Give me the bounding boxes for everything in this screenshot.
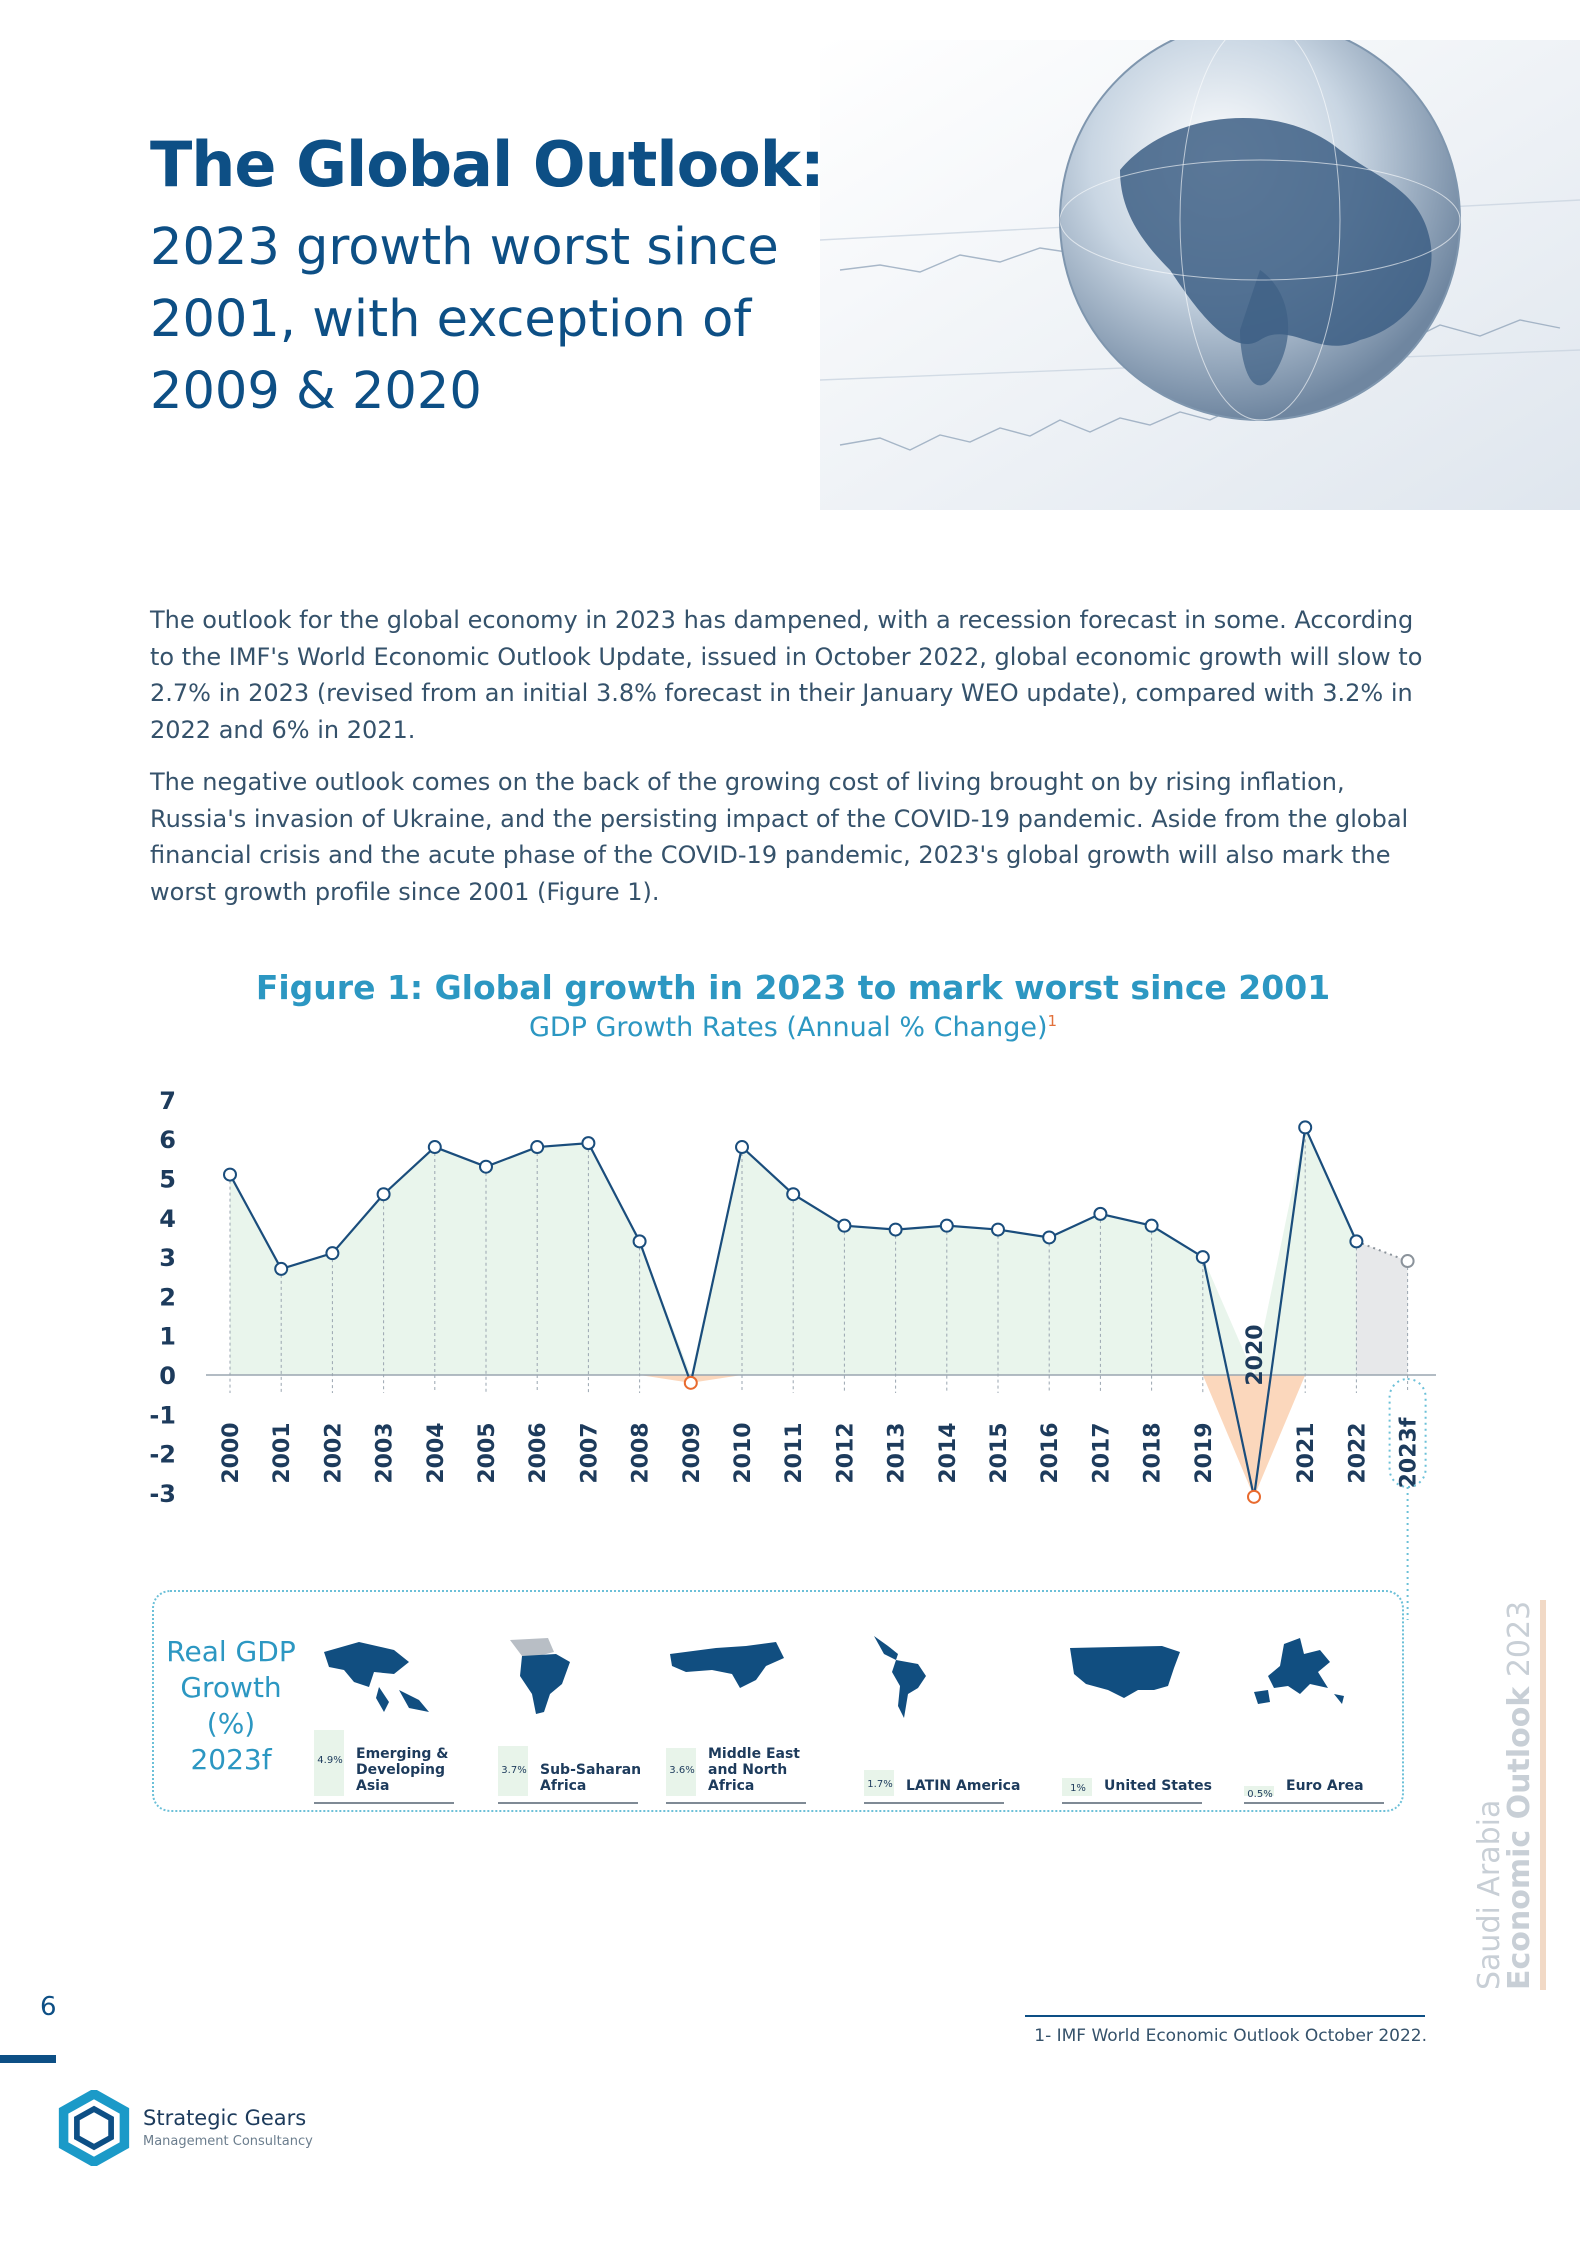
divider <box>864 1802 1004 1804</box>
region-sub-saharan-africa <box>498 1632 642 1804</box>
paragraph: The outlook for the global economy in 2023 has dampened, with a recession forecast in some. According to the IMF's World Economic Outlook Update, issued in October 2022, global economic growth will slow to 2.7% in 2023 (revised from an initial 3.8% forecast in their January WEO update), compared with 3.2% in 2022 and 6% in 2021. <box>150 606 1423 744</box>
data-point <box>275 1263 287 1275</box>
negative-fill <box>1203 1375 1305 1497</box>
data-point <box>1043 1231 1055 1243</box>
page-subtitle: 2023 growth worst since 2001, with exception of 2009 & 2020 <box>150 218 779 421</box>
page-title: The Global Outlook: <box>150 128 824 201</box>
y-tick-label: 3 <box>159 1244 176 1273</box>
figure-title: Figure 1: Global growth in 2023 to mark worst since 2001 <box>255 968 1331 1007</box>
side-report-label <box>1472 1590 1536 1990</box>
side-country: Saudi Arabia <box>1472 1799 1507 1990</box>
y-tick-label: -2 <box>149 1440 176 1469</box>
x-tick-label: 2006 <box>526 1422 552 1484</box>
figure-subtitle-text: GDP Growth Rates (Annual % Change) <box>528 1012 1048 1043</box>
region-pct: 1% <box>1070 1783 1086 1794</box>
figure-subtitle <box>0 1012 1586 1043</box>
data-point <box>429 1141 441 1153</box>
real-gdp-panel <box>152 1590 1404 1812</box>
forecast-fill <box>1356 1241 1407 1375</box>
data-point <box>531 1141 543 1153</box>
data-point <box>890 1224 902 1236</box>
x-tick-label: 2019 <box>1191 1422 1217 1484</box>
x-tick-label: 2016 <box>1038 1422 1064 1484</box>
y-tick-label: -3 <box>149 1479 176 1508</box>
region-pct: 0.5% <box>1247 1789 1273 1800</box>
x-tick-label: 2022 <box>1345 1422 1371 1484</box>
y-tick-label: -1 <box>149 1401 176 1430</box>
side-report-title <box>1502 1601 1537 1990</box>
data-point <box>224 1169 236 1181</box>
paragraph: The negative outlook comes on the back of the growing cost of living brought on by rising inflation, Russia's invasion of Ukraine, and the persisting impact of the COVID-19 pandemic. Aside from the global financial crisis and the acute phase of the COVID-19 pandemic, 2023's global growth will also mark the worst growth profile since 2001 (Figure 1). <box>150 768 1409 906</box>
region-pct: 4.9% <box>317 1755 343 1766</box>
data-point <box>480 1161 492 1173</box>
data-point <box>941 1220 953 1232</box>
y-tick-label: 2 <box>159 1283 176 1312</box>
side-report-name: Economic Outlook <box>1502 1686 1537 1990</box>
footnote: 1- IMF World Economic Outlook October 2022. <box>1034 2026 1427 2046</box>
divider <box>498 1802 638 1804</box>
data-point <box>378 1188 390 1200</box>
data-point <box>1402 1255 1414 1267</box>
region-asia <box>314 1632 454 1804</box>
y-tick-label: 4 <box>159 1204 176 1233</box>
footnote-divider <box>1025 2015 1425 2017</box>
divider <box>314 1802 454 1804</box>
globe-financial-chart-image <box>820 40 1580 510</box>
gdp-line-chart <box>0 1060 1586 1620</box>
data-point <box>992 1224 1004 1236</box>
asia-map-icon <box>314 1632 454 1722</box>
x-tick-label: 2007 <box>577 1422 603 1484</box>
x-tick-label: 2014 <box>935 1422 961 1484</box>
y-tick-label: 7 <box>159 1086 176 1115</box>
region-pct: 3.7% <box>501 1765 527 1776</box>
data-point <box>787 1188 799 1200</box>
data-point <box>582 1137 594 1149</box>
region-name: Euro Area <box>1286 1778 1364 1794</box>
region-name: United States <box>1104 1778 1212 1794</box>
data-point <box>1350 1235 1362 1247</box>
region-euro-area <box>1244 1632 1384 1804</box>
data-point <box>838 1220 850 1232</box>
y-tick-label: 6 <box>159 1126 176 1155</box>
page-number-bar <box>0 2055 56 2063</box>
strategic-gears-logo <box>56 2090 132 2166</box>
data-point <box>634 1235 646 1247</box>
europe-map-icon <box>1244 1632 1384 1722</box>
x-tick-label: 2020 <box>1243 1324 1268 1386</box>
region-name: Emerging & Developing Asia <box>356 1746 449 1794</box>
latin-america-map-icon <box>864 1632 1004 1722</box>
x-tick-label: 2004 <box>423 1422 449 1484</box>
data-point <box>736 1141 748 1153</box>
data-point <box>1248 1491 1260 1503</box>
divider <box>1244 1802 1384 1804</box>
region-name: LATIN America <box>906 1778 1021 1794</box>
page-number: 6 <box>40 1992 57 2022</box>
data-point <box>685 1377 697 1389</box>
x-tick-label: 2010 <box>731 1422 756 1484</box>
data-point <box>326 1247 338 1259</box>
brand-subtitle: Management Consultancy <box>143 2134 313 2149</box>
x-tick-label: 2002 <box>321 1422 347 1484</box>
region-name: Sub-Saharan Africa <box>540 1762 642 1794</box>
region-pct: 1.7% <box>867 1779 893 1790</box>
side-report-year: 2023 <box>1502 1600 1537 1678</box>
africa-map-icon <box>498 1632 638 1722</box>
x-tick-label: 2003 <box>372 1422 398 1484</box>
y-tick-label: 1 <box>159 1322 176 1351</box>
data-point <box>1094 1208 1106 1220</box>
divider <box>1062 1802 1202 1804</box>
footnote-mark: 1 <box>1047 1012 1058 1030</box>
divider <box>666 1802 806 1804</box>
region-latin-america <box>864 1632 1021 1804</box>
region-mena <box>666 1632 806 1804</box>
brand-name: Strategic Gears <box>143 2106 307 2130</box>
y-tick-label: 0 <box>159 1362 176 1390</box>
x-tick-label: 2023f <box>1396 1417 1422 1489</box>
usa-map-icon <box>1062 1632 1202 1722</box>
x-tick-label: 2017 <box>1089 1422 1115 1484</box>
x-tick-label: 2015 <box>987 1422 1012 1484</box>
mena-map-icon <box>666 1632 806 1722</box>
side-accent-bar <box>1540 1600 1546 1990</box>
gdp-panel-label: Real GDP Growth (%) 2023f <box>166 1635 296 1776</box>
x-tick-label: 2005 <box>475 1422 500 1484</box>
x-tick-label: 2008 <box>628 1422 654 1484</box>
x-tick-label: 2011 <box>782 1422 808 1484</box>
body-text <box>150 602 1430 926</box>
y-tick-label: 5 <box>159 1165 176 1194</box>
x-tick-label: 2018 <box>1140 1422 1166 1484</box>
data-point <box>1299 1121 1311 1133</box>
x-tick-label: 2001 <box>270 1422 296 1484</box>
x-tick-label: 2009 <box>679 1422 705 1484</box>
x-tick-label: 2013 <box>884 1422 910 1484</box>
data-point <box>1146 1220 1158 1232</box>
region-united-states <box>1062 1632 1212 1804</box>
x-tick-label: 2021 <box>1294 1422 1320 1484</box>
data-point <box>1197 1251 1209 1263</box>
region-name: Middle East and North Africa <box>708 1746 800 1794</box>
x-tick-label: 2000 <box>219 1422 244 1484</box>
x-tick-label: 2012 <box>833 1422 859 1484</box>
region-pct: 3.6% <box>669 1765 695 1776</box>
